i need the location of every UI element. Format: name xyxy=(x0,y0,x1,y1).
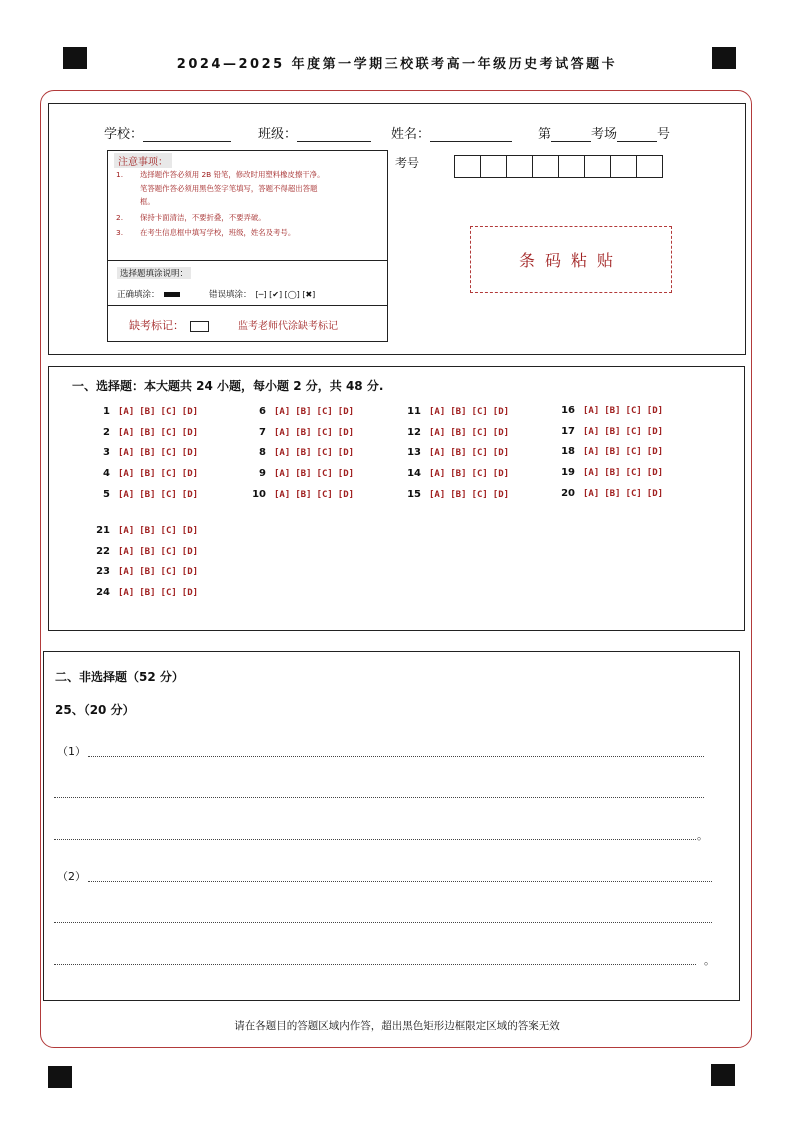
answer-option[interactable]: [C] xyxy=(625,488,642,499)
answer-option[interactable]: [C] xyxy=(471,407,488,417)
answer-option[interactable]: [D] xyxy=(646,406,664,416)
answer-option[interactable]: [D] xyxy=(181,489,199,500)
question-row xyxy=(250,406,359,417)
answer-option[interactable]: [D] xyxy=(646,426,664,437)
question-row xyxy=(250,489,359,500)
part1-period: 。 xyxy=(697,829,708,842)
answer-line[interactable] xyxy=(54,797,704,798)
answer-option[interactable]: [D] xyxy=(181,448,199,459)
id-digit-box[interactable] xyxy=(584,155,611,178)
part2-period: 。 xyxy=(704,954,715,967)
answer-option[interactable]: [C] xyxy=(316,427,333,438)
question-row xyxy=(94,406,203,417)
question-row xyxy=(405,427,514,438)
section2-box xyxy=(43,651,740,1001)
question-number: 7 xyxy=(259,426,266,438)
answer-option[interactable]: [A] xyxy=(274,489,291,500)
answer-option[interactable]: [B] xyxy=(295,489,312,500)
answer-option[interactable]: [A] xyxy=(429,489,446,500)
question-row xyxy=(405,406,514,417)
question-number: 12 xyxy=(407,426,421,438)
answer-option[interactable]: [C] xyxy=(160,567,177,578)
answer-option[interactable]: [A] xyxy=(118,546,135,557)
class-label: 班级： xyxy=(258,127,298,142)
answer-option[interactable]: [B] xyxy=(139,407,156,417)
question-25-label: 25、（20 分） xyxy=(55,703,135,717)
question-number: 6 xyxy=(259,406,266,417)
class-field[interactable] xyxy=(258,123,371,142)
notice-header: 注意事项： xyxy=(114,153,172,168)
question-row xyxy=(559,488,668,499)
answer-option[interactable]: [B] xyxy=(604,426,621,437)
answer-option[interactable]: [B] xyxy=(295,469,312,480)
answer-option[interactable]: [D] xyxy=(181,469,199,480)
question-row xyxy=(405,468,514,479)
answer-option[interactable]: [A] xyxy=(429,427,446,438)
answer-option[interactable]: [B] xyxy=(604,468,621,479)
answer-option[interactable]: [C] xyxy=(160,489,177,500)
answer-option[interactable]: [A] xyxy=(118,489,135,500)
answer-option[interactable]: [A] xyxy=(429,407,446,417)
answer-option[interactable]: [B] xyxy=(139,469,156,480)
answer-option[interactable]: [C] xyxy=(316,407,333,417)
answer-option[interactable]: [C] xyxy=(471,469,488,480)
question-row xyxy=(559,426,668,437)
answer-option[interactable]: [C] xyxy=(471,427,488,438)
answer-option[interactable]: [A] xyxy=(118,407,135,417)
question-number: 19 xyxy=(561,467,575,479)
answer-option[interactable]: [B] xyxy=(295,407,312,417)
notice-box xyxy=(107,150,388,342)
registration-mark-bottom-left xyxy=(48,1066,72,1088)
answer-option[interactable]: [D] xyxy=(492,448,510,459)
question-number: 10 xyxy=(252,488,266,500)
question-number: 11 xyxy=(407,406,421,417)
answer-option[interactable]: [D] xyxy=(646,488,664,499)
answer-option[interactable]: [B] xyxy=(139,526,156,536)
answer-option[interactable]: [D] xyxy=(337,469,355,480)
footer-note: 请在各题目的答题区域内作答，超出黑色矩形边框限定区域的答案无效 xyxy=(234,1020,560,1032)
answer-option[interactable]: [B] xyxy=(604,447,621,458)
question-row xyxy=(94,587,203,598)
answer-option[interactable]: [C] xyxy=(160,546,177,557)
section2-title: 二、非选择题（52 分） xyxy=(55,670,184,684)
answer-option[interactable]: [A] xyxy=(118,567,135,578)
question-number: 8 xyxy=(259,447,266,459)
answer-option[interactable]: [C] xyxy=(160,427,177,438)
answer-option[interactable]: [D] xyxy=(492,407,510,417)
filled-bar-icon xyxy=(164,292,180,297)
page-title: 2024—2025 年度第一学期三校联考高一年级历史考试答题卡 xyxy=(176,57,618,72)
answer-option[interactable]: [B] xyxy=(139,546,156,557)
answer-option[interactable]: [B] xyxy=(139,567,156,578)
answer-option[interactable]: [A] xyxy=(583,447,600,458)
question-row xyxy=(250,468,359,479)
answer-option[interactable]: [A] xyxy=(583,406,600,416)
fill-instructions-title: 选择题填涂说明： xyxy=(117,267,191,279)
id-digit-box[interactable] xyxy=(506,155,533,178)
id-digit-box[interactable] xyxy=(636,155,663,178)
question-row xyxy=(405,447,514,458)
barcode-area: 条码粘贴 xyxy=(470,226,672,293)
answer-option[interactable]: [B] xyxy=(450,427,467,438)
question-number: 13 xyxy=(407,447,421,459)
answer-option[interactable]: [D] xyxy=(492,489,510,500)
answer-option[interactable]: [B] xyxy=(604,406,621,416)
question-row xyxy=(559,467,668,478)
name-field[interactable] xyxy=(391,123,512,142)
answer-option[interactable]: [D] xyxy=(337,407,355,417)
answer-option[interactable]: [C] xyxy=(316,469,333,480)
answer-option[interactable]: [D] xyxy=(492,427,510,438)
question-number: 14 xyxy=(407,468,421,480)
room-prefix: 第 xyxy=(538,127,552,142)
exam-id-label: 考号 xyxy=(395,156,420,170)
answer-option[interactable]: [D] xyxy=(181,567,199,578)
id-digit-box[interactable] xyxy=(558,155,585,178)
answer-line[interactable] xyxy=(54,922,712,923)
question-row xyxy=(94,546,203,557)
question-row xyxy=(250,427,359,438)
answer-option[interactable]: [B] xyxy=(139,588,156,599)
question-number: 16 xyxy=(561,405,575,416)
correct-fill-example: 正确填涂： xyxy=(117,288,180,300)
answer-option[interactable]: [C] xyxy=(160,469,177,480)
exam-id-grid[interactable] xyxy=(455,155,663,178)
answer-option[interactable]: [D] xyxy=(646,447,664,458)
absent-checkbox[interactable] xyxy=(190,321,209,332)
answer-option[interactable]: [D] xyxy=(181,427,199,438)
answer-option[interactable]: [B] xyxy=(295,448,312,459)
id-digit-box[interactable] xyxy=(454,155,481,178)
question-number: 9 xyxy=(259,468,266,480)
answer-line[interactable] xyxy=(54,839,696,840)
school-label: 学校： xyxy=(104,127,144,142)
answer-option[interactable]: [C] xyxy=(160,407,177,417)
answer-option[interactable]: [A] xyxy=(583,488,600,499)
answer-option[interactable]: [D] xyxy=(337,448,355,459)
question-number: 3 xyxy=(103,447,110,459)
answer-option[interactable]: [C] xyxy=(160,448,177,459)
answer-option[interactable]: [A] xyxy=(118,588,135,599)
answer-option[interactable]: [C] xyxy=(625,406,642,416)
answer-option[interactable]: [D] xyxy=(181,407,199,417)
answer-option[interactable]: [B] xyxy=(139,448,156,459)
question-row xyxy=(94,566,203,577)
question-number: 22 xyxy=(96,545,110,557)
answer-option[interactable]: [A] xyxy=(118,427,135,438)
question-row xyxy=(94,468,203,479)
school-field[interactable] xyxy=(104,123,231,142)
question-row xyxy=(559,446,668,457)
answer-option[interactable]: [C] xyxy=(625,468,642,479)
answer-option[interactable]: [C] xyxy=(160,526,177,536)
question-number: 17 xyxy=(561,425,575,437)
answer-option[interactable]: [A] xyxy=(118,526,135,536)
question-row xyxy=(559,405,668,416)
wrong-fill-example: 错误填涂： [─] [✔] [◯] [✖] xyxy=(209,290,316,300)
id-digit-box[interactable] xyxy=(610,155,637,178)
answer-line[interactable] xyxy=(54,964,696,965)
notice-item: 1. 选择题作答必须用 2B 铅笔，修改时用塑料橡皮擦干净。 xyxy=(116,170,325,179)
answer-line[interactable] xyxy=(88,881,712,882)
question-number: 24 xyxy=(96,587,110,599)
answer-option[interactable]: [B] xyxy=(139,427,156,438)
id-digit-box[interactable] xyxy=(480,155,507,178)
answer-option[interactable]: [B] xyxy=(295,427,312,438)
absent-note: 监考老师代涂缺考标记 xyxy=(238,321,338,332)
part1-label: （1） xyxy=(57,745,86,758)
part2-label: （2） xyxy=(57,870,86,883)
question-number: 20 xyxy=(561,487,575,499)
question-number: 23 xyxy=(96,566,110,578)
answer-option[interactable]: [D] xyxy=(337,489,355,500)
answer-option[interactable]: [C] xyxy=(471,448,488,459)
answer-option[interactable]: [C] xyxy=(625,447,642,458)
question-row xyxy=(250,447,359,458)
question-row xyxy=(94,525,203,536)
answer-option[interactable]: [B] xyxy=(450,489,467,500)
question-number: 2 xyxy=(103,426,110,438)
answer-option[interactable]: [B] xyxy=(450,407,467,417)
answer-option[interactable]: [C] xyxy=(316,448,333,459)
answer-option[interactable]: [D] xyxy=(492,469,510,480)
answer-option[interactable]: [C] xyxy=(625,426,642,437)
answer-option[interactable]: [A] xyxy=(118,469,135,480)
answer-option[interactable]: [A] xyxy=(583,468,600,479)
answer-option[interactable]: [B] xyxy=(139,489,156,500)
notice-divider xyxy=(108,260,387,261)
absent-mark-row xyxy=(129,317,338,333)
room-field[interactable] xyxy=(538,123,670,142)
room-label: 考场 xyxy=(591,127,618,142)
answer-option[interactable]: [B] xyxy=(450,448,467,459)
answer-option[interactable]: [A] xyxy=(274,448,291,459)
question-row xyxy=(405,489,514,500)
answer-option[interactable]: [A] xyxy=(583,426,600,437)
answer-option[interactable]: [D] xyxy=(337,427,355,438)
answer-option[interactable]: [B] xyxy=(450,469,467,480)
answer-option[interactable]: [C] xyxy=(160,588,177,599)
id-digit-box[interactable] xyxy=(532,155,559,178)
answer-option[interactable]: [A] xyxy=(274,407,291,417)
question-number: 5 xyxy=(103,488,110,500)
answer-option[interactable]: [A] xyxy=(274,427,291,438)
answer-option[interactable]: [B] xyxy=(604,488,621,499)
section1-title: 一、选择题：本大题共 24 小题，每小题 2 分，共 48 分. xyxy=(72,379,384,393)
question-number: 18 xyxy=(561,446,575,458)
absent-label: 缺考标记： xyxy=(129,319,184,332)
answer-option[interactable]: [A] xyxy=(429,469,446,480)
answer-option[interactable]: [A] xyxy=(274,469,291,480)
question-row xyxy=(94,489,203,500)
answer-option[interactable]: [D] xyxy=(646,468,664,479)
answer-option[interactable]: [D] xyxy=(181,588,199,599)
answer-option[interactable]: [C] xyxy=(316,489,333,500)
answer-option[interactable]: [D] xyxy=(181,546,199,557)
question-number: 21 xyxy=(96,525,110,536)
question-number: 4 xyxy=(103,468,110,480)
notice-item: 框。 xyxy=(140,197,155,206)
notice-item: 笔答题作答必须用黑色签字笔填写，答题不得超出答题 xyxy=(140,184,318,193)
question-number: 15 xyxy=(407,488,421,500)
notice-item: 2. 保持卡面清洁，不要折叠，不要弄破。 xyxy=(116,213,266,222)
question-row xyxy=(94,427,203,438)
answer-option[interactable]: [A] xyxy=(118,448,135,459)
question-number: 1 xyxy=(103,406,110,417)
name-label: 姓名： xyxy=(391,127,431,142)
answer-line[interactable] xyxy=(88,756,704,757)
question-row xyxy=(94,447,203,458)
seat-label: 号 xyxy=(657,127,671,142)
answer-option[interactable]: [A] xyxy=(429,448,446,459)
registration-mark-bottom-right xyxy=(711,1064,735,1086)
notice-item: 3. 在考生信息框中填写学校，班级，姓名及考号。 xyxy=(116,228,296,237)
answer-option[interactable]: [D] xyxy=(181,526,199,536)
wrong-marks-icon: [─] [✔] [◯] [✖] xyxy=(255,290,316,299)
notice-divider-2 xyxy=(108,305,387,306)
answer-option[interactable]: [C] xyxy=(471,489,488,500)
